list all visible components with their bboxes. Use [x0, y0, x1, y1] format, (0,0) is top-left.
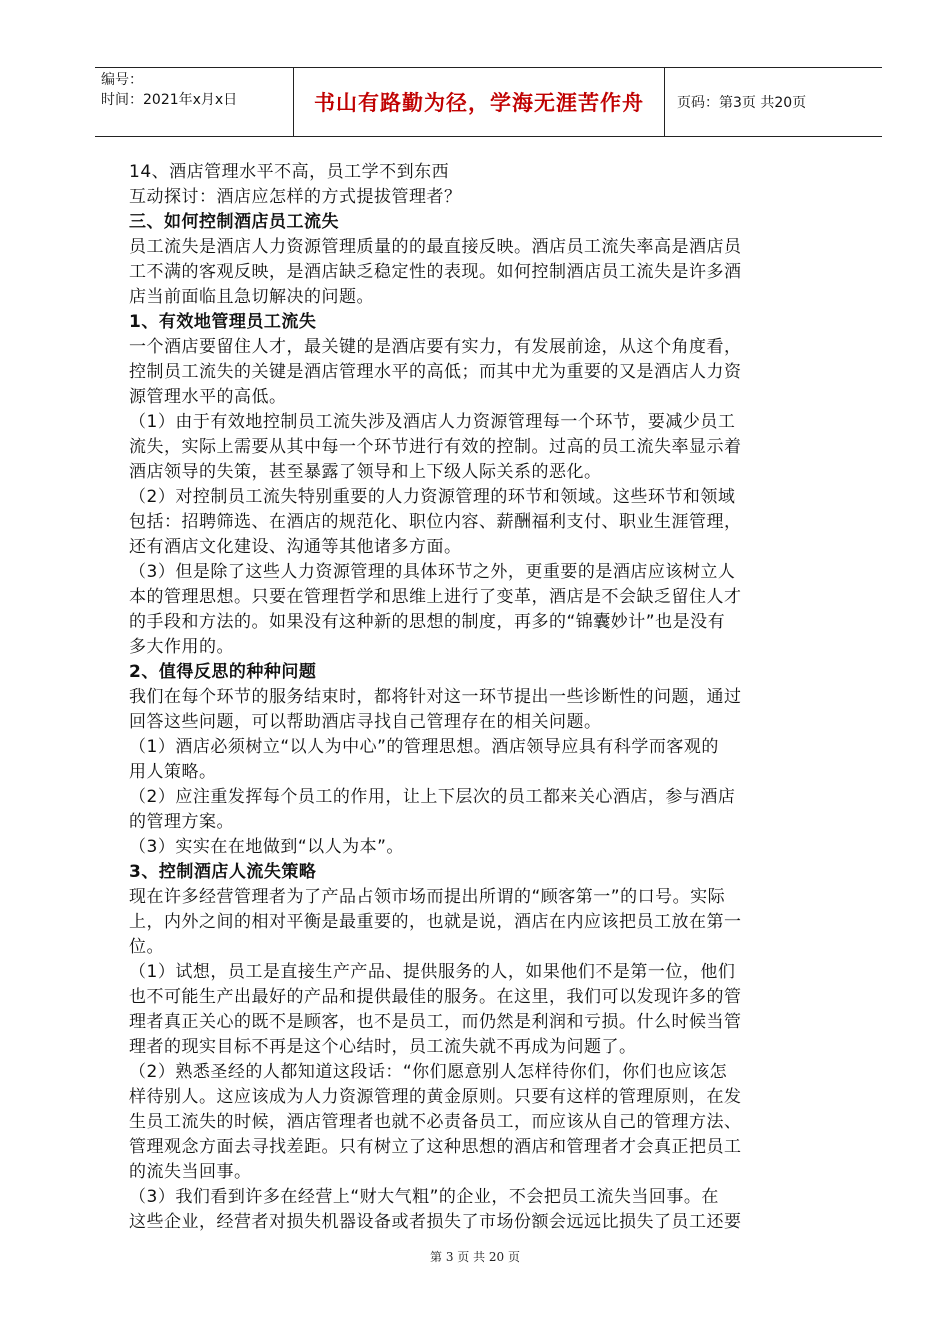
body-text-line: 理者的现实目标不再是这个心结时，员工流失就不再成为问题了。 [129, 1037, 637, 1057]
body-text-line: （1）由于有效地控制员工流失涉及酒店人力资源管理每一个环节，要减少员工 [129, 412, 736, 432]
body-text-line: 也不可能生产出最好的产品和提供最佳的服务。在这里，我们可以发现许多的管 [129, 987, 742, 1007]
header-date-label: 时间：2021年x月x日 [101, 92, 238, 108]
body-text-line: 员工流失是酒店人力资源管理质量的的最直接反映。酒店员工流失率高是酒店员 [129, 237, 742, 257]
body-text-line: 本的管理思想。只要在管理哲学和思维上进行了变革，酒店是不会缺乏留住人才 [129, 587, 742, 607]
header-motto: 书山有路勤为径，学海无涯苦作舟 [294, 68, 665, 136]
section-heading: 1、有效地管理员工流失 [129, 312, 317, 332]
section-heading: 2、值得反思的种种问题 [129, 662, 317, 682]
header-page-label: 页码：第3页 共20页 [677, 95, 807, 111]
body-text-line: （2）应注重发挥每个员工的作用，让上下层次的员工都来关心酒店，参与酒店 [129, 787, 736, 807]
document-header [95, 67, 882, 137]
body-text-line: 位。 [129, 937, 164, 957]
page-footer: 第 3 页 共 20 页 [430, 1250, 520, 1264]
body-text-line: 多大作用的。 [129, 637, 234, 657]
document-body [129, 160, 841, 1235]
section-heading: 3、控制酒店人流失策略 [129, 862, 317, 882]
body-text-line: 管理观念方面去寻找差距。只有树立了这种思想的酒店和管理者才会真正把员工 [129, 1137, 742, 1157]
header-meta-cell [95, 68, 294, 136]
body-text-line: 现在许多经营管理者为了产品占领市场而提出所谓的“顾客第一”的口号。实际 [129, 887, 726, 907]
body-text-line: （3）我们看到许多在经营上“财大气粗”的企业，不会把员工流失当回事。在 [129, 1187, 719, 1207]
body-text-line: 店当前面临且急切解决的问题。 [129, 287, 374, 307]
body-text-line: 生员工流失的时候，酒店管理者也就不必责备员工，而应该从自己的管理方法、 [129, 1112, 742, 1132]
body-text-line: （2）对控制员工流失特别重要的人力资源管理的环节和领域。这些环节和领域 [129, 487, 736, 507]
body-text-line: 的流失当回事。 [129, 1162, 252, 1182]
body-text-line: （3）实实在在地做到“以人为本”。 [129, 837, 404, 857]
body-text-line: 源管理水平的高低。 [129, 387, 287, 407]
body-text-line: 用人策略。 [129, 762, 217, 782]
body-text-line: 控制员工流失的关键是酒店管理水平的高低；而其中尤为重要的又是酒店人力资 [129, 362, 742, 382]
body-text-line: （3）但是除了这些人力资源管理的具体环节之外，更重要的是酒店应该树立人 [129, 562, 736, 582]
body-text-line: 样待别人。这应该成为人力资源管理的黄金原则。只要有这样的管理原则，在发 [129, 1087, 742, 1107]
body-text-line: 上，内外之间的相对平衡是最重要的，也就是说，酒店在内应该把员工放在第一 [129, 912, 742, 932]
body-text-line: （1）酒店必须树立“以人为中心”的管理思想。酒店领导应具有科学而客观的 [129, 737, 719, 757]
body-text-line: 互动探讨：酒店应怎样的方式提拔管理者？ [129, 187, 462, 207]
body-text-line: 理者真正关心的既不是顾客，也不是员工，而仍然是利润和亏损。什么时候当管 [129, 1012, 742, 1032]
section-heading: 三、如何控制酒店员工流失 [129, 212, 339, 232]
body-text-line: 流失，实际上需要从其中每一个环节进行有效的控制。过高的员工流失率显示着 [129, 437, 742, 457]
body-text-line: 还有酒店文化建设、沟通等其他诸多方面。 [129, 537, 462, 557]
body-text-line: 回答这些问题，可以帮助酒店寻找自己管理存在的相关问题。 [129, 712, 602, 732]
body-text-line: 这些企业，经营者对损失机器设备或者损失了市场份额会远远比损失了员工还要 [129, 1212, 742, 1232]
body-text-line: 酒店领导的失策，甚至暴露了领导和上下级人际关系的恶化。 [129, 462, 602, 482]
header-number-label: 编号： [101, 72, 143, 88]
body-text-line: 包括：招聘筛选、在酒店的规范化、职位内容、薪酬福利支付、职业生涯管理， [129, 512, 742, 532]
body-text-line: 的手段和方法的。如果没有这种新的思想的制度，再多的“锦囊妙计”也是没有 [129, 612, 726, 632]
body-text-line: （1）试想，员工是直接生产产品、提供服务的人，如果他们不是第一位，他们 [129, 962, 736, 982]
body-text-line: 一个酒店要留住人才，最关键的是酒店要有实力，有发展前途，从这个角度看， [129, 337, 742, 357]
body-text-line: （2）熟悉圣经的人都知道这段话：“你们愿意别人怎样待你们，你们也应该怎 [129, 1062, 728, 1082]
body-text-line: 工不满的客观反映，是酒店缺乏稳定性的表现。如何控制酒店员工流失是许多酒 [129, 262, 742, 282]
body-text-line: 14、酒店管理水平不高，员工学不到东西 [129, 162, 450, 182]
body-text-line: 我们在每个环节的服务结束时，都将针对这一环节提出一些诊断性的问题，通过 [129, 687, 742, 707]
body-text-line: 的管理方案。 [129, 812, 234, 832]
